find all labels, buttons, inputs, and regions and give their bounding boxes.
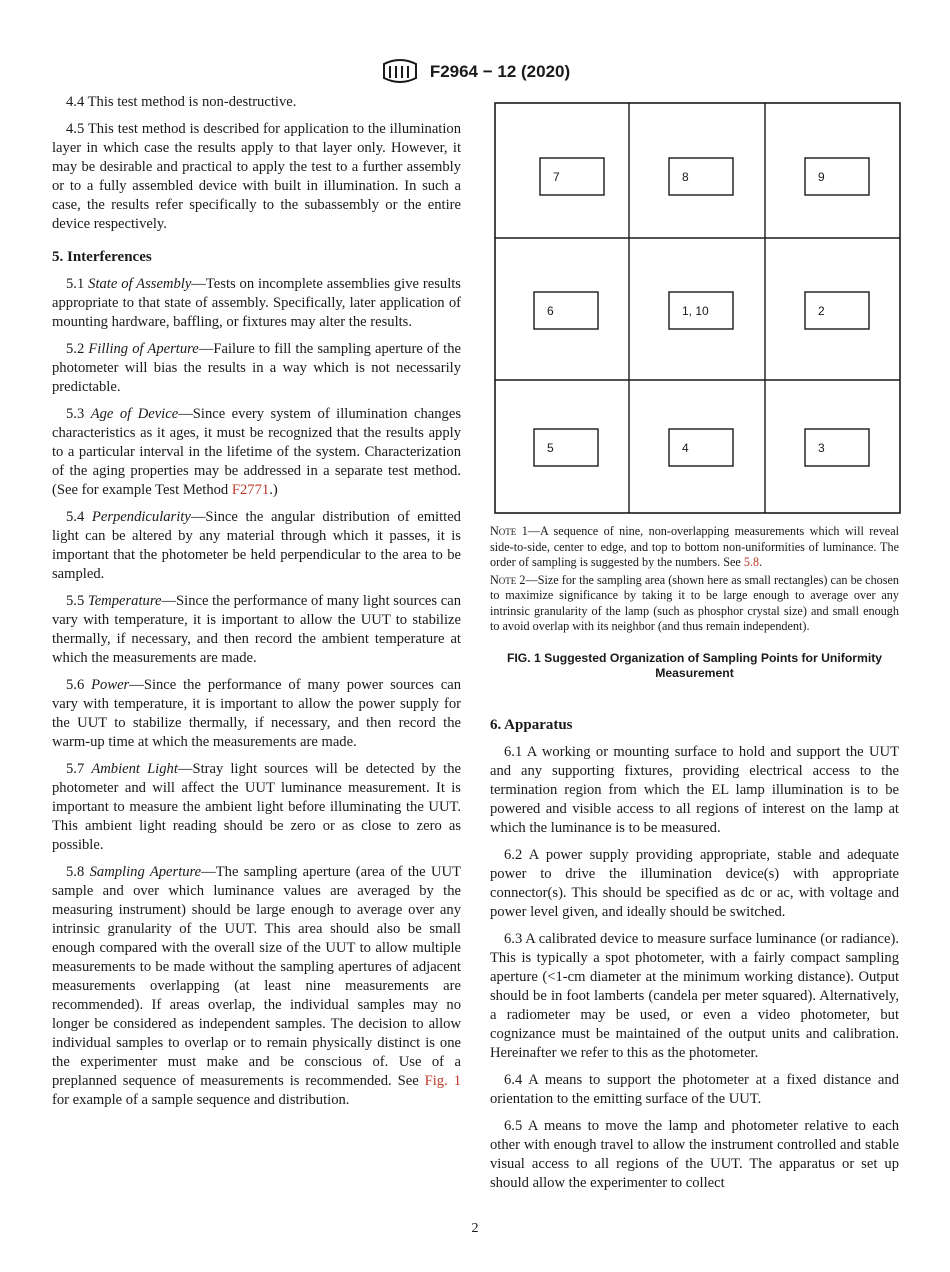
para-title: Power (91, 677, 130, 693)
figure-1-grid (494, 102, 901, 514)
para-title: Perpendicularity (91, 509, 191, 525)
sample-box (805, 429, 869, 466)
para-number: 5.6 (66, 677, 85, 693)
paragraph-6-5: 6.5 A means to move the lamp and photometer relative to each other with enough travel to allow the instrument controlled and stable visual access to all regions of the UUT. The apparatus or set up should allow the experimenter to collect (490, 1118, 899, 1191)
standard-designation: F2964 − 12 (2020) (429, 62, 571, 81)
paragraph-5-4 (52, 508, 461, 584)
sample-box (540, 158, 604, 195)
sample-box (805, 292, 869, 329)
para-number: 5.4 (66, 509, 85, 525)
section-5-8-link[interactable]: 5.8 (743, 555, 760, 569)
figure-note-2 (490, 573, 899, 635)
page-number: 2 (471, 1221, 479, 1236)
para-number: 5.5 (66, 593, 85, 609)
paragraph-4-4: 4.4 This test method is non-destructive. (66, 94, 297, 110)
paragraph-5-1 (52, 275, 461, 332)
sample-label: 5 (547, 441, 554, 455)
paragraph-6-4: 6.4 A means to support the photometer at a fixed distance and orientation to the emitting surface of the UUT. (490, 1072, 899, 1107)
figure-caption: FIG. 1 Suggested Organization of Sampling Points for Uniformity Measurement (506, 651, 883, 680)
paragraph-6-2: 6.2 A power supply providing appropriate, stable and adequate power to drive the illumination device(s) with appropriate connector(s). This should be specified as dc or ac, with voltage and power level given, and ideally should be switched. (490, 847, 899, 920)
para-end: for example of a sample sequence and distribution. (52, 1092, 350, 1108)
f2771-link[interactable]: F2771 (231, 482, 270, 498)
note-label: Note 1 (490, 524, 528, 538)
sample-label: 1, 10 (682, 304, 709, 318)
figure-notes (490, 524, 899, 637)
para-number: 5.1 (66, 276, 85, 292)
paragraph-4-5: 4.5 This test method is described for application to the illumination layer in which case the results apply to that layer only. However, it may be desirable and practical to apply the test to a further assembly or to a fully assembled device with built in illumination. In such a case, the results refer specifically to the subassembly or the entire device respectively. (52, 121, 461, 232)
paragraph-5-5 (52, 592, 461, 668)
sampling-grid-svg (494, 102, 901, 514)
paragraph-5-3 (52, 405, 461, 500)
sample-label: 7 (553, 170, 560, 184)
para-text: —Tests on incomplete assemblies give results appropriate to that state of assembly. Specifically, later application of mounting hardware, baffling, or fixtures may alter the results. (52, 276, 461, 330)
para-title: State of Assembly (88, 276, 192, 292)
para-number: 5.3 (66, 406, 85, 422)
para-number: 5.7 (66, 761, 85, 777)
para-text: —Since the performance of many power sources can vary with temperature, it is important to allow the power supply for the UUT to stabilize thermally, if necessary, and then record the warm-up time at which the measurements are made. (52, 677, 461, 750)
note-end: . (759, 555, 763, 569)
fig-1-link[interactable]: Fig. 1 (424, 1073, 461, 1089)
section-heading-5: 5. Interferences (52, 249, 152, 265)
paragraph-5-6 (52, 676, 461, 752)
para-text: —Since the angular distribution of emitted light can be altered by any material through which it passes, it is important that the photometer be held perpendicular to the area to be sampled. (52, 509, 461, 582)
para-text: —Since the performance of many light sources can vary with temperature, it is important to allow the UUT to stabilize thermally, if necessary, and then record the ambient temperature at which the measurements are made. (52, 593, 461, 666)
sample-box (534, 429, 598, 466)
figure-note-1 (490, 524, 899, 571)
para-text: —Failure to fill the sampling aperture of the photometer will bias the results in a way which is not necessarily predictable. (52, 341, 462, 395)
para-title: Filling of Aperture (88, 341, 199, 357)
paragraph-6-1: 6.1 A working or mounting surface to hold and support the UUT and any supporting fixtures, providing electrical access to the termination region from which the EL lamp illumination is to be powered and visible access to all regions of interest on the lamp at which the luminance is to be measured. (490, 744, 899, 836)
sample-label: 8 (682, 170, 689, 184)
astm-logo-icon (380, 58, 420, 86)
note-text: —Size for the sampling area (shown here as small rectangles) can be chosen to maximize significance by taking it to be large enough to average over any intrinsic granularity of the lamp (such as phosphor crystal size) and small enough to avoid overlap with its neighbor (and thus remain independent). (490, 572, 900, 633)
section-heading-6: 6. Apparatus (490, 717, 573, 733)
left-column (52, 93, 461, 1118)
sample-box (805, 158, 869, 195)
sample-label: 3 (818, 441, 825, 455)
para-text: —Stray light sources will be detected by the photometer and will affect the UUT luminance measurement. It is important to measure the ambient light before illuminating the UUT. This ambient light reading should be zero or as close to zero as possible. (52, 761, 461, 853)
para-number: 5.8 (66, 864, 85, 880)
para-title: Ambient Light (91, 761, 178, 777)
para-number: 5.2 (66, 341, 85, 357)
para-end: .) (269, 482, 278, 498)
page-header (0, 58, 950, 86)
sample-box (669, 429, 733, 466)
paragraph-5-7 (52, 760, 461, 855)
sample-box (669, 158, 733, 195)
sample-box (534, 292, 598, 329)
note-label: Note 2 (490, 572, 526, 587)
para-title: Sampling Aperture (89, 864, 202, 880)
sample-label: 9 (818, 170, 825, 184)
para-title: Temperature (87, 593, 162, 609)
paragraph-5-8 (52, 863, 461, 1110)
right-column (490, 712, 899, 1201)
paragraph-6-3: 6.3 A calibrated device to measure surface luminance (or radiance). This is typically a spot photometer, with a fairly compact sampling aperture (<1-cm diameter at the minimum working distance). Output should be in foot lamberts (candela per meter squared). Alternatively, a radiometer may be used, or even a video photometer, but cognizance must be maintained of the output units and calibration. Hereinafter we refer to this as the photometer. (490, 931, 899, 1061)
para-title: Age of Device (90, 406, 179, 422)
paragraph-5-2 (52, 340, 461, 397)
para-text: —Since every system of illumination changes characteristics as it ages, it must be recognized that the results apply to a particular interval in the lifetime of the system. Characterization of the aging properties may be addressed in a separate test method. (See for example Test Method (52, 406, 461, 498)
sample-label: 4 (682, 441, 689, 455)
sample-label: 6 (547, 304, 554, 318)
sample-label: 2 (818, 304, 825, 318)
para-text: —The sampling aperture (area of the UUT sample and over which luminance values are averaged by the measuring instrument) should be large enough to average over any intrinsic granularity of the UUT. This area should also be small enough compared with the overall size of the UUT to allow multiple measurements to be made without the sampling apertures of adjacent measurements overlapping (at least nine measurements are recommended). If areas overlap, the individual samples may no longer be considered as independent samples. The decision to allow individual samples to overlap or to remain physically distinct is one the experimenter must make and be conscious of. Use of a preplanned sequence of measurements is recommended. See (52, 864, 461, 1089)
note-text: —A sequence of nine, non-overlapping measurements which will reveal side-to-side, center to edge, and top to bottom non-uniformities of luminance. The order of sampling is suggested by the numbers. See (490, 524, 900, 569)
